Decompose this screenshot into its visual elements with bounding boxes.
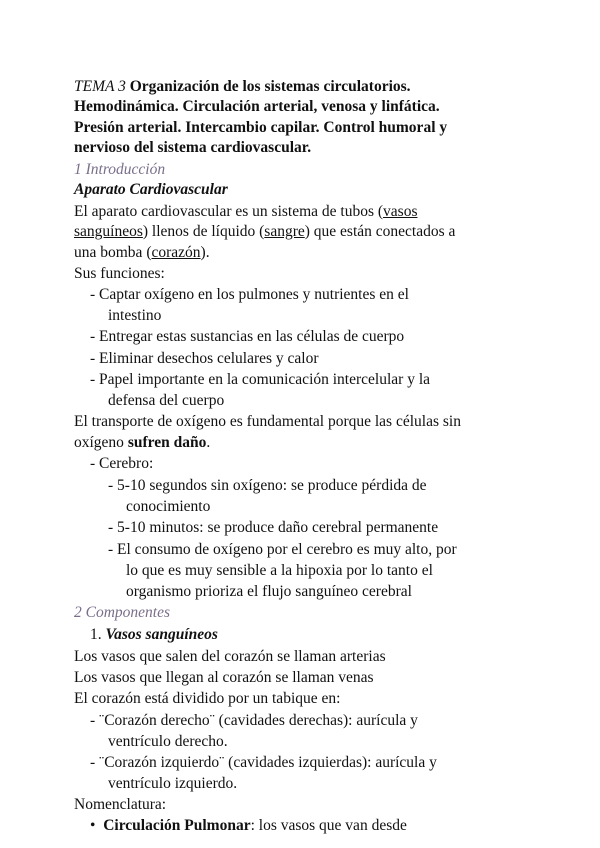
list-item-continuation: organismo prioriza el flujo sanguíneo cerebral — [126, 583, 412, 600]
term-circulacion-pulmonar: Circulación Pulmonar — [103, 817, 251, 834]
bullet-icon: • — [90, 817, 96, 834]
title-line-2: Hemodinámica. Circulación arterial, venosa y linfática. — [74, 98, 440, 115]
list-item-continuation: lo que es muy sensible a la hipoxia por lo tanto el — [126, 562, 433, 579]
list-item-continuation: defensa del cuerpo — [108, 392, 225, 409]
list-item: - Entregar estas sustancias en las células de cuerpo — [90, 328, 405, 345]
paragraph-line: El corazón está dividido por un tabique en: — [74, 690, 341, 707]
section-heading-componentes: 2 Componentes — [74, 604, 171, 621]
paragraph-line: una bomba (corazón). — [74, 244, 210, 261]
list-item: - Eliminar desechos celulares y calor — [90, 350, 319, 367]
tema-label: TEMA 3 — [74, 78, 126, 95]
emphasis-sufren-dano: sufren daño — [127, 434, 207, 451]
title-text: Organización de los sistemas circulatorios. — [129, 78, 411, 95]
list-item-continuation: conocimiento — [126, 498, 211, 515]
paragraph-line: sanguíneos) llenos de líquido (sangre) que están conectados a — [74, 223, 456, 240]
list-item-nested: - 5-10 minutos: se produce daño cerebral permanente — [108, 519, 439, 536]
paragraph-line: El transporte de oxígeno es fundamental porque las células sin — [74, 413, 461, 430]
numbered-heading: 1. Vasos sanguíneos — [90, 626, 218, 643]
term-corazon: corazón — [151, 244, 201, 261]
subheading-aparato: Aparato Cardiovascular — [74, 181, 228, 198]
list-item-nested: - 5-10 segundos sin oxígeno: se produce pérdida de — [108, 477, 427, 494]
term-sanguineos: sanguíneos — [74, 223, 143, 240]
paragraph-line: oxígeno sufren daño. — [74, 434, 211, 451]
list-item-continuation: intestino — [108, 307, 162, 324]
subheading-vasos: Vasos sanguíneos — [105, 626, 218, 643]
title-line-4: nervioso del sistema cardiovascular. — [74, 139, 312, 156]
term-sangre: sangre — [264, 223, 305, 240]
nomenclatura-label: Nomenclatura: — [74, 796, 167, 813]
list-item-continuation: ventrículo izquierdo. — [108, 775, 238, 792]
title-line-3: Presión arterial. Intercambio capilar. Control humoral y — [74, 119, 448, 136]
title-line-1 — [74, 77, 411, 97]
term-vasos: vasos — [383, 203, 418, 220]
paragraph-line: Los vasos que llegan al corazón se llaman venas — [74, 669, 374, 686]
list-item: - ¨Corazón derecho¨ (cavidades derechas): aurícula y — [90, 712, 418, 729]
funciones-label: Sus funciones: — [74, 265, 165, 282]
paragraph-line: Los vasos que salen del corazón se llaman arterias — [74, 648, 386, 665]
list-item: - Captar oxígeno en los pulmones y nutrientes en el — [90, 286, 409, 303]
list-item: - Cerebro: — [90, 455, 154, 472]
list-item: - Papel importante en la comunicación intercelular y la — [90, 371, 431, 388]
list-item-nested: - El consumo de oxígeno por el cerebro es muy alto, por — [108, 541, 457, 558]
bullet-item: • Circulación Pulmonar: los vasos que van desde — [90, 817, 407, 834]
list-item-continuation: ventrículo derecho. — [108, 733, 228, 750]
section-heading-introduccion: 1 Introducción — [74, 161, 166, 178]
list-item: - ¨Corazón izquierdo¨ (cavidades izquierdas): aurícula y — [90, 754, 437, 771]
paragraph-line: El aparato cardiovascular es un sistema de tubos (vasos — [74, 203, 418, 220]
